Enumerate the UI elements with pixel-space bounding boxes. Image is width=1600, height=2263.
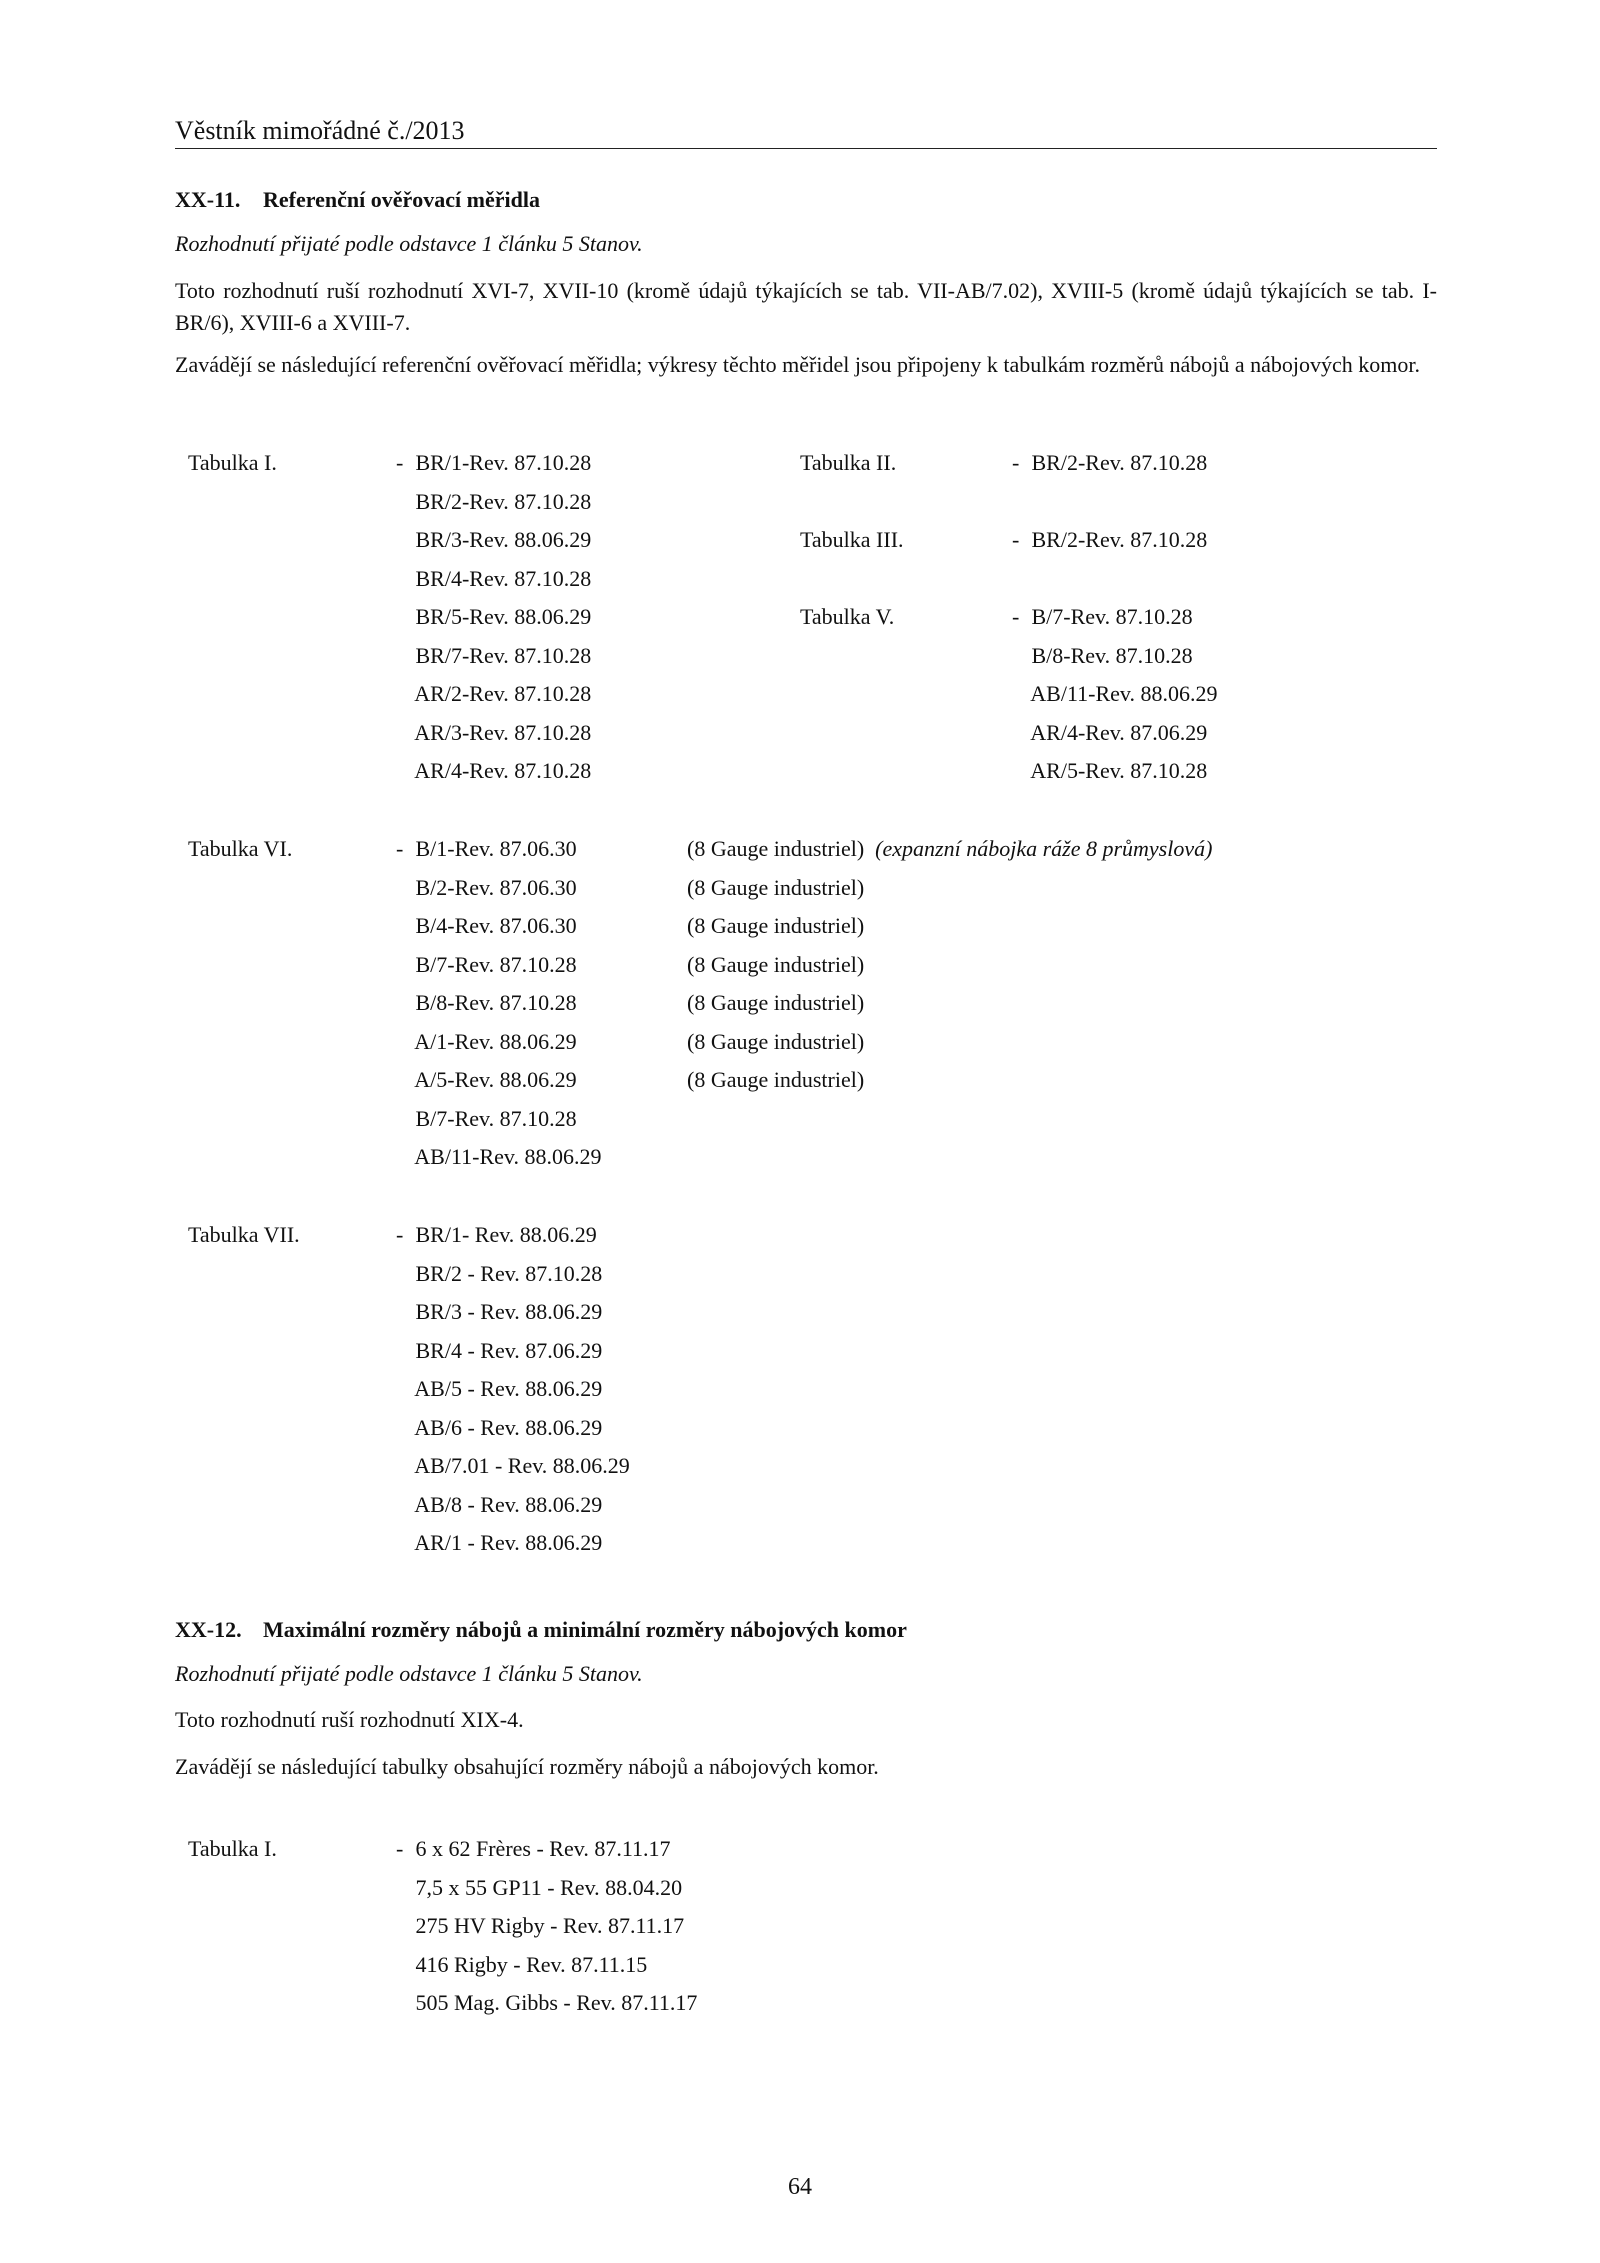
list-item: BR/3-Rev. 88.06.29 (415, 527, 592, 552)
list-item: B/8-Rev. 87.10.28 (1031, 642, 1193, 668)
list-item: 505 Mag. Gibbs - Rev. 87.11.17 (415, 1990, 698, 2015)
list-item: BR/3 - Rev. 88.06.29 (415, 1299, 603, 1324)
paragraph-repeal: Toto rozhodnutí ruší rozhodnutí XIX-4. (175, 1707, 524, 1732)
list-item: AR/4-Rev. 87.10.28 (414, 758, 592, 783)
list-item: BR/2 - Rev. 87.10.28 (415, 1260, 603, 1286)
section-number: XX-12. (175, 1617, 242, 1642)
list-item: BR/4 - Rev. 87.06.29 (415, 1337, 603, 1363)
gauge-list-tabulka-ii (1012, 448, 1207, 487)
table-label: Tabulka VII. (188, 1222, 300, 1247)
list-item: (8 Gauge industriel) (687, 874, 865, 900)
list-item: - 6 x 62 Frères - Rev. 87.11.17 (396, 1836, 671, 1861)
list-item: AR/2-Rev. 87.10.28 (414, 681, 592, 706)
list-item: - B/1-Rev. 87.06.30 (396, 836, 577, 861)
translation-note: (expanzní nábojka ráže 8 průmyslová) (875, 836, 1213, 861)
section-heading-xx12 (175, 1615, 907, 1645)
section-title: Maximální rozměry nábojů a minimální rozměry nábojových komor (263, 1617, 907, 1642)
list-item: AB/8 - Rev. 88.06.29 (414, 1491, 603, 1517)
list-item: (8 Gauge industriel) (687, 1067, 865, 1092)
paragraph-introduction: Zavádějí se následující tabulky obsahující rozměry nábojů a nábojových komor. (175, 1754, 879, 1779)
list-item: (8 Gauge industriel) (expanzní nábojka ráže 8 průmyslová) (687, 836, 1213, 861)
list-item: - BR/2-Rev. 87.10.28 (1012, 527, 1208, 552)
list-item: - BR/1-Rev. 87.10.28 (396, 450, 592, 475)
running-header (175, 108, 1437, 149)
page-number: 64 (788, 2174, 812, 2200)
table-label: Tabulka II. (800, 450, 897, 475)
gauge-list-tabulka-iii (1012, 525, 1207, 564)
list-item: B/2-Rev. 87.06.30 (415, 874, 577, 900)
decision-note: Rozhodnutí přijaté podle odstavce 1 článku 5 Stanov. (175, 1661, 643, 1686)
table-label: Tabulka V. (800, 604, 895, 629)
table-label: Tabulka I. (188, 1836, 277, 1861)
gauge-list-tabulka-vi (396, 834, 602, 1181)
list-item: (8 Gauge industriel) (687, 951, 865, 977)
list-item: (8 Gauge industriel) (687, 990, 865, 1015)
list-item: - B/7-Rev. 87.10.28 (1012, 604, 1193, 629)
table-label: Tabulka VI. (188, 836, 293, 861)
list-item: A/5-Rev. 88.06.29 (414, 1067, 577, 1092)
list-item: B/4-Rev. 87.06.30 (415, 913, 577, 938)
list-item: 416 Rigby - Rev. 87.11.15 (415, 1951, 648, 1977)
table-label: Tabulka III. (800, 527, 904, 552)
section-title: Referenční ověřovací měřidla (263, 187, 540, 212)
list-item: A/1-Rev. 88.06.29 (414, 1028, 577, 1054)
list-item: (8 Gauge industriel) (687, 913, 865, 938)
list-item: 7,5 x 55 GP11 - Rev. 88.04.20 (415, 1874, 683, 1900)
decision-note: Rozhodnutí přijaté podle odstavce 1 článku 5 Stanov. (175, 231, 643, 256)
section-heading-xx11 (175, 185, 540, 215)
gauge-list-tabulka-v (1012, 602, 1218, 795)
list-item: (8 Gauge industriel) (687, 1028, 865, 1054)
list-item: - BR/2-Rev. 87.10.28 (1012, 450, 1208, 475)
list-item: BR/2-Rev. 87.10.28 (415, 488, 592, 514)
list-item: AR/1 - Rev. 88.06.29 (414, 1530, 603, 1555)
list-item: 275 HV Rigby - Rev. 87.11.17 (415, 1913, 685, 1938)
journal-title: Věstník mimořádné č./2013 (175, 116, 465, 145)
list-item: - BR/1- Rev. 88.06.29 (396, 1222, 597, 1247)
list-item: AB/5 - Rev. 88.06.29 (414, 1376, 603, 1401)
paragraph-introduction: Zavádějí se následující referenční ověřovací měřidla; výkresy těchto měřidel jsou připojeny k tabulkám rozměrů nábojů a nábojových komor. (175, 352, 1421, 377)
gauge-notes-tabulka-vi (687, 834, 1212, 1104)
list-item: B/7-Rev. 87.10.28 (415, 951, 577, 977)
list-item: AB/11-Rev. 88.06.29 (414, 1144, 602, 1169)
paragraph-repeal: Toto rozhodnutí ruší rozhodnutí XVI-7, XVII-10 (kromě údajů týkajících se tab. VII-AB/7.02), XVIII-5 (kromě údajů týkajících se tab. I-BR/6), XVIII-6 a XVIII-7. (175, 278, 1437, 335)
list-item: B/8-Rev. 87.10.28 (415, 990, 577, 1015)
section-number: XX-11. (175, 187, 241, 212)
list-item: AR/5-Rev. 87.10.28 (1030, 758, 1208, 783)
list-item: AB/7.01 - Rev. 88.06.29 (414, 1453, 630, 1478)
list-item: AB/11-Rev. 88.06.29 (1030, 681, 1218, 706)
list-item: AB/6 - Rev. 88.06.29 (414, 1414, 603, 1440)
table-label: Tabulka I. (188, 450, 277, 475)
list-item: AR/4-Rev. 87.06.29 (1030, 719, 1208, 745)
gauge-list-tabulka-i (396, 448, 591, 795)
dimension-list-tabulka-i (396, 1834, 697, 2027)
list-item: B/7-Rev. 87.10.28 (415, 1105, 577, 1131)
gauge-list-tabulka-vii (396, 1220, 630, 1567)
list-item: BR/4-Rev. 87.10.28 (415, 565, 592, 591)
list-item: BR/7-Rev. 87.10.28 (415, 642, 592, 668)
list-item: BR/5-Rev. 88.06.29 (415, 604, 592, 629)
list-item: AR/3-Rev. 87.10.28 (414, 719, 592, 745)
